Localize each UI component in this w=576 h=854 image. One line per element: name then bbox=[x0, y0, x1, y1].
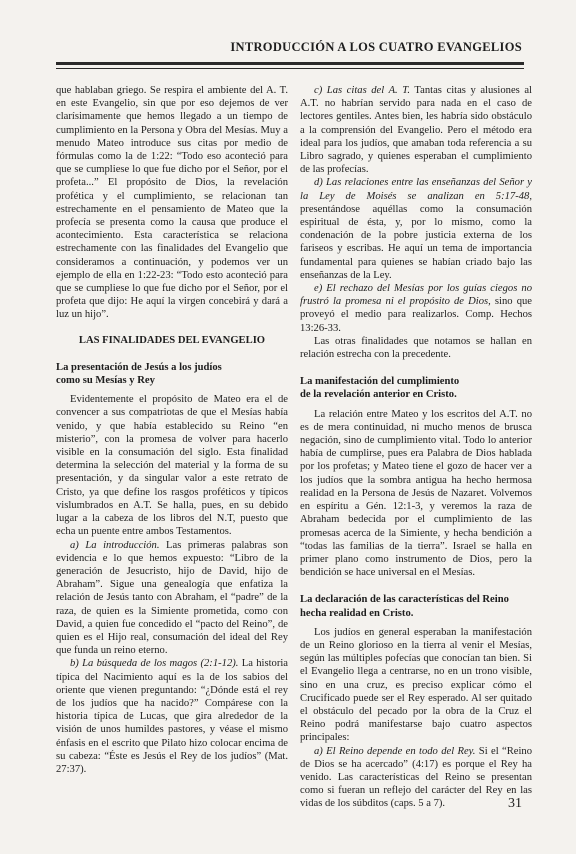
subheading-line: La declaración de las características del Reino bbox=[300, 594, 509, 606]
paragraph: Las otras finalidades que notamos se hallan en relación estrecha con la precedente. bbox=[300, 335, 532, 361]
item-text: presentándose aquéllas como la consumación espiritual de ésta, y, por lo mismo, como la condenación de la pobre justicia externa de los fariseos y escribas. He aquí un tema de importancia fundamental para quienes se habían criado bajo las enseñanzas de la Ley. bbox=[300, 203, 532, 281]
item-text: sino que proveyó el medio para realizarlos. Comp. Hechos 13:26-33. bbox=[300, 296, 532, 334]
left-column bbox=[56, 84, 288, 776]
item-text: Tantas citas y alusiones al A.T. no habrían servido para nada en el caso de lectores gentiles. Antes bien, les habría sido obstáculo a la comprensión del Evangelio. Pero el método era ideal para los judíos, que amaban toda referencia a su Libro sagrado, y quienes esperaban el cumplimiento de las profecías. bbox=[300, 85, 532, 176]
paragraph bbox=[300, 745, 532, 811]
paragraph: Los judíos en general esperaban la manifestación de un Reino glorioso en la tierra al venir el Mesías, según las múltiples pofecías que conocían tan bien. Si el Evangelio llega a centrarse, no en un trono visible, sino en una cruz, es preciso explicar cómo el Crucificado puede ser el Rey esperado. Al ser quitado el obstáculo del pecado por la obra de la Cruz el Reino podrá manifestarse bajo cuatro aspectos principales: bbox=[300, 626, 532, 744]
subheading-line: La manifestación del cumplimiento bbox=[300, 376, 460, 388]
item-label: e) El rechazo del Mesías por los guías ciegos no frustró la promesa ni el propósito de Dios, bbox=[300, 283, 532, 308]
header-rule-thin bbox=[56, 68, 524, 69]
paragraph: que hablaban griego. Se respira el ambiente del A. T. en este Evangelio, sin que por eso dejemos de ver clarísimamente que hemos llegado a un tiempo de cumplimiento en la Persona y Obra del Mesías. Muy a menudo Mateo introduce sus citas por medio de fórmulas como la de 1:22: “Todo eso aconteció para que se cumpliese lo que fue dicho por el Señor, por el profeta...” El propósito de Dios, la revelación profética y el cumplimiento, se relacionan tan estrechamente en el pensamiento de Mateo que la profecía se presenta como la causa que produce el acontecimiento. Esta característica se relaciona estrechamente con las finalidades del Evangelio que consideramos a continuación, y podemos ver un ejemplo de ella en 1:22-23: “Todo esto aconteció para que se cumpliese lo que fue dicho por el Señor, por el profeta que dijo: He aquí la virgen concebirá y dará a luz un hijo”. bbox=[56, 85, 288, 321]
subheading-line: hecha realidad en Cristo. bbox=[300, 607, 414, 619]
paragraph bbox=[300, 84, 532, 176]
subheading bbox=[300, 593, 532, 619]
paragraph: Evidentemente el propósito de Mateo era el de convencer a sus compatriotas de que el Mesías había venido, y que había establecido su Reino “en misterio”, con la promesa de volver para hacerlo visible en la consumación del siglo. Esta finalidad determina la selección del material y la forma de su presentación, y da singular valor a este retrato de Cristo, ya que define los rasgos proféticos y típicos vislumbrados en A.T. Se halla, pues, en su debido lugar a la cabeza de los libros del N.T, puesto que echa un puente entre ambos Testamentos. bbox=[56, 394, 288, 538]
right-column bbox=[300, 84, 532, 811]
item-text: La historia típica del Nacimiento aquí es la de los sabios del oriente que vienen preguntando: “¿Dónde está el rey de los judíos que ha nacido?” Compárese con la historia típica de Lucas, que gira alrededor de la visión de unos humildes pastores, y véase el mismo énfasis en el escrito que Pilato hizo colocar encima de su cabeza: “Éste es Jesús el Rey de los judíos” (Mat. 27:37). bbox=[56, 658, 288, 775]
running-head: INTRODUCCIÓN A LOS CUATRO EVANGELIOS bbox=[230, 40, 522, 54]
item-label: b) La búsqueda de los magos (2:1-12). bbox=[70, 658, 239, 670]
item-text: Las primeras palabras son evidencia e lo que hemos expuesto: “Libro de la generación de Jesucristo, hijo de David, hijo de Abraham”. Sigue una genealogía que enfatiza la relación de Jesús tanto con Abraham, el “padre” de la raza, de quien es la Simiente prometida, como con David, a quien fue concedido el “pacto del Reino”, de quien es el Hijo real, consumación del ideal del Rey que funda un reino eterno. bbox=[56, 539, 288, 657]
section-title: LAS FINALIDADES DEL EVANGELIO bbox=[78, 334, 266, 346]
subheading-line: de la revelación anterior en Cristo. bbox=[300, 389, 457, 401]
paragraph bbox=[300, 282, 532, 335]
paragraph bbox=[56, 657, 288, 776]
item-label: a) La introducción. bbox=[70, 539, 160, 551]
item-label: a) El Reino depende en todo del Rey. bbox=[314, 745, 476, 757]
item-label: d) Las relaciones entre las enseñanzas del Señor y la Ley de Moisés se analizan en 5:17-48, bbox=[300, 177, 532, 202]
subheading-line: La presentación de Jesús a los judíos bbox=[56, 361, 222, 373]
item-label: c) Las citas del A. T. bbox=[314, 85, 411, 96]
subheading-line: como su Mesías y Rey bbox=[56, 375, 155, 387]
header-rule-thick bbox=[56, 62, 524, 65]
paragraph: La relación entre Mateo y los escritos del A.T. no es de mera continuidad, ni mucho menos de brusca negación, sino de cumplimiento vital. Todo lo anterior había de cumplirse, pues era Palabra de Dios hablada por los profetas; y Mateo tiene el gozo de hacer ver a los judíos que la sombra antigua ha hecho hermosa realidad en la Persona de Jesús de Nazaret. Volvemos en espíritu a Gén. 12:1-3, y veremos la raza de Abraham bedecida por el cumplimiento de las promesas acerca de la Simiente, y hecha bendición a “todas las familias de la tierra”. Israel se halla en primer plano como instrumento de Dios, pero la bendición se hace universal en el Mesías. bbox=[300, 408, 532, 579]
page-number: 31 bbox=[508, 796, 522, 811]
paragraph bbox=[300, 176, 532, 282]
subheading bbox=[56, 361, 288, 387]
item-text: Si el “Reino de Dios se ha acercado” (4:17) es porque el Rey ha venido. Las características del Reino se presentan como si fueran un reflejo del carácter del Rey en las vidas de los súbditos (caps. 5 a 7). bbox=[300, 745, 533, 810]
paragraph bbox=[56, 539, 288, 658]
subheading bbox=[300, 375, 532, 401]
